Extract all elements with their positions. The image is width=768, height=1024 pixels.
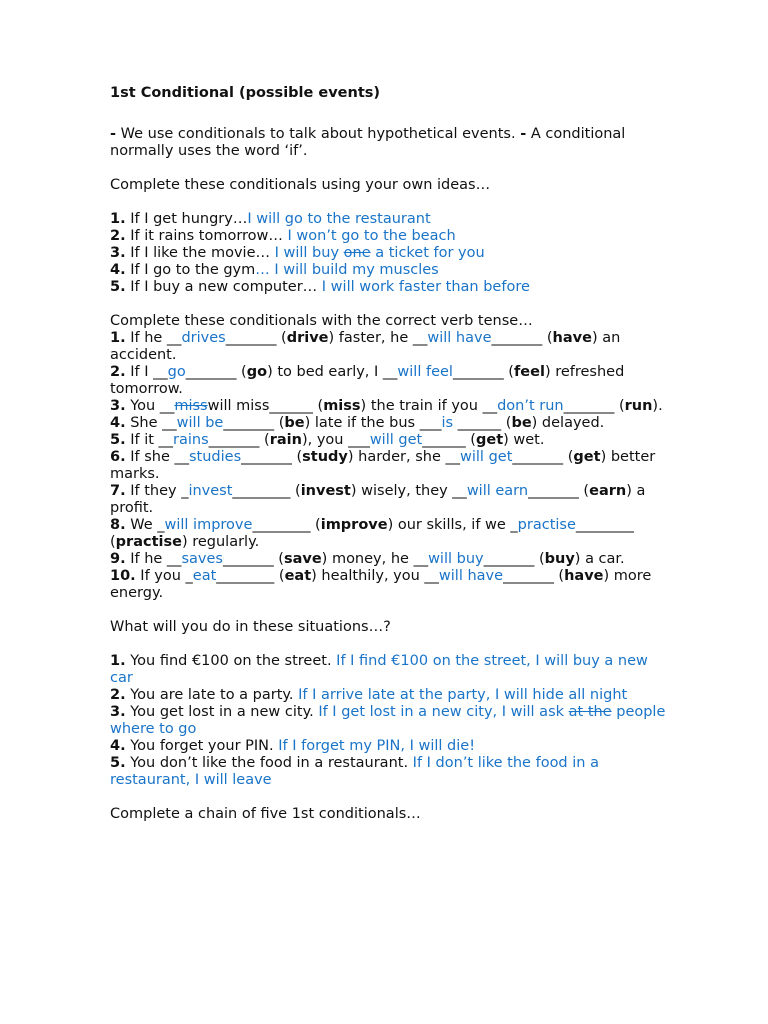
item-text: ) harder, she __ (347, 449, 461, 465)
verb-2: have (564, 568, 604, 584)
list-item (110, 704, 670, 738)
item-text: ) our skills, if we _ (387, 517, 518, 533)
section-4-heading: Complete a chain of five 1st conditionals… (110, 806, 421, 822)
item-answer: I won’t go to the beach (287, 228, 456, 244)
item-number: 9. (110, 551, 126, 567)
verb-1: improve (320, 517, 388, 533)
list-item (110, 262, 670, 279)
item-text: _______ ( (503, 568, 565, 584)
exercise-item (110, 330, 670, 364)
item-text: ) late if the bus ___ (304, 415, 442, 431)
intro-paragraph (110, 126, 670, 160)
item-text: _______ ( (491, 330, 553, 346)
item-number: 8. (110, 517, 126, 533)
item-text: She __ (125, 415, 177, 431)
item-number: 3. (110, 704, 126, 720)
answer-1: drives (181, 330, 226, 346)
answer-1: eat (192, 568, 217, 584)
item-text: ) to bed early, I __ (267, 364, 398, 380)
verb-1: drive (286, 330, 329, 346)
item-text: ) delayed. (531, 415, 605, 431)
item-answer-end: people where to go (110, 704, 666, 737)
item-answer: … I will build my muscles (255, 262, 439, 278)
item-text: ________ ( (252, 517, 321, 533)
verb-1: rain (269, 432, 302, 448)
document-content (110, 85, 670, 823)
item-text: _______ ( (222, 551, 284, 567)
answer-2: will get (460, 449, 513, 465)
bullet-dash: - (110, 126, 117, 142)
verb-2: run (624, 398, 653, 414)
list-item (110, 738, 670, 755)
item-answer: I will buy (274, 245, 344, 261)
answer-2: don’t run (497, 398, 564, 414)
exercise-item (110, 568, 670, 602)
list-item (110, 211, 670, 228)
exercise-item (110, 551, 670, 568)
answer-2: will buy (428, 551, 484, 567)
item-number: 4. (110, 262, 126, 278)
intro-text-2: A conditional normally uses the word ‘if’. (110, 126, 626, 159)
item-text: ). (652, 398, 663, 414)
item-text: _______ ( (483, 551, 545, 567)
bullet-dash: - (520, 126, 527, 142)
verb-1: be (284, 415, 305, 431)
answer-2: will have (438, 568, 504, 584)
answer-1: will miss (207, 398, 270, 414)
item-text: If he __ (125, 551, 182, 567)
item-prompt: If I get hungry… (125, 211, 248, 227)
item-text: We _ (125, 517, 165, 533)
item-number: 2. (110, 364, 126, 380)
item-text: If it __ (125, 432, 174, 448)
list-item (110, 245, 670, 262)
item-text: ) regularly. (181, 534, 260, 550)
item-text: ________ ( (232, 483, 301, 499)
item-answer: If I arrive late at the party, I will hide all night (298, 687, 628, 703)
intro-text-1: We use conditionals to talk about hypothetical events. (116, 126, 521, 142)
item-text: ) a profit. (110, 483, 646, 516)
item-number: 5. (110, 432, 126, 448)
verb-1: study (302, 449, 348, 465)
list-item (110, 228, 670, 245)
item-text: ) an accident. (110, 330, 621, 363)
item-prompt: You don’t like the food in a restaurant. (125, 755, 413, 771)
item-number: 3. (110, 398, 126, 414)
item-number: 6. (110, 449, 126, 465)
section-1-heading: Complete these conditionals using your own ideas… (110, 177, 491, 193)
item-prompt: You are late to a party. (125, 687, 299, 703)
verb-2: earn (589, 483, 627, 499)
section-1-list (110, 211, 670, 296)
item-text: _______ ( (225, 330, 287, 346)
item-text: ) wisely, they __ (350, 483, 467, 499)
verb-2: buy (544, 551, 575, 567)
item-text: You __ (125, 398, 175, 414)
item-number: 2. (110, 687, 126, 703)
exercise-item (110, 364, 670, 398)
exercise-item (110, 483, 670, 517)
item-prompt: If I go to the gym (125, 262, 256, 278)
item-text: ) better marks. (110, 449, 656, 482)
verb-2: get (475, 432, 504, 448)
answer-2: will get (369, 432, 423, 448)
item-answer-end: a ticket for you (370, 245, 485, 261)
item-text: ) more energy. (110, 568, 652, 601)
item-text: _______ ( (241, 449, 303, 465)
verb-2: have (552, 330, 592, 346)
item-answer: If I get lost in a new city, I will ask (318, 704, 569, 720)
item-number: 4. (110, 738, 126, 754)
item-text: ), you ___ (301, 432, 370, 448)
item-text: ) wet. (503, 432, 545, 448)
item-number: 7. (110, 483, 126, 499)
verb-2: get (573, 449, 601, 465)
item-answer: I will go to the restaurant (247, 211, 431, 227)
item-text: ______ ( (269, 398, 324, 414)
item-text: ) the train if you __ (360, 398, 498, 414)
item-number: 2. (110, 228, 126, 244)
item-number: 5. (110, 755, 126, 771)
answer-1: go (167, 364, 186, 380)
list-item (110, 755, 670, 789)
answer-1: invest (188, 483, 233, 499)
item-text: _______ ( (528, 483, 590, 499)
list-item (110, 279, 670, 296)
item-text: ) healthily, you __ (311, 568, 439, 584)
exercise-item (110, 398, 670, 415)
item-number: 1. (110, 653, 126, 669)
exercise-item (110, 415, 670, 432)
item-text: ______ ( (422, 432, 476, 448)
answer-1: will improve (164, 517, 253, 533)
verb-2: feel (513, 364, 545, 380)
item-answer: I will work faster than before (321, 279, 530, 295)
item-text: If she __ (125, 449, 189, 465)
item-text: _______ ( (223, 415, 285, 431)
answer-1: will be (176, 415, 224, 431)
answer-1: rains (173, 432, 209, 448)
list-item (110, 653, 670, 687)
item-text: _______ ( (563, 398, 625, 414)
item-text: _______ ( (185, 364, 247, 380)
item-prompt: You forget your PIN. (125, 738, 279, 754)
item-text: ) a car. (574, 551, 625, 567)
answer-1: studies (188, 449, 242, 465)
answer-2: practise (517, 517, 576, 533)
struck-word: at the (568, 704, 612, 720)
section-2-list (110, 330, 670, 602)
answer-2: will have (427, 330, 492, 346)
verb-2: practise (115, 534, 182, 550)
answer-2: is (441, 415, 454, 431)
item-prompt: If it rains tomorrow… (125, 228, 288, 244)
page-title: 1st Conditional (possible events) (110, 85, 381, 101)
item-prompt: You get lost in a new city. (125, 704, 319, 720)
item-text: ) faster, he __ (328, 330, 428, 346)
verb-1: miss (323, 398, 361, 414)
verb-1: eat (284, 568, 312, 584)
item-number: 3. (110, 245, 126, 261)
item-text: ______ ( (453, 415, 512, 431)
item-number: 5. (110, 279, 126, 295)
answer-2: will earn (466, 483, 529, 499)
item-text: If he __ (125, 330, 182, 346)
item-text: ) money, he __ (321, 551, 429, 567)
item-text: _______ ( (208, 432, 270, 448)
struck-word: one (343, 245, 371, 261)
verb-1: invest (300, 483, 351, 499)
struck-word: miss (174, 398, 208, 414)
item-text: ________ ( (110, 517, 634, 550)
item-prompt: You find €100 on the street. (125, 653, 337, 669)
exercise-item (110, 432, 670, 449)
item-prompt: If I buy a new computer… (125, 279, 322, 295)
item-text: If you _ (135, 568, 193, 584)
answer-2: will feel (397, 364, 453, 380)
exercise-item (110, 517, 670, 551)
answer-1: saves (181, 551, 223, 567)
exercise-item (110, 449, 670, 483)
list-item (110, 687, 670, 704)
item-text: If I __ (125, 364, 168, 380)
section-3-heading: What will you do in these situations…? (110, 619, 391, 635)
section-3-list (110, 653, 670, 789)
item-answer: If I don’t like the food in a restaurant, I will leave (110, 755, 599, 788)
item-number: 1. (110, 330, 126, 346)
item-number: 10. (110, 568, 136, 584)
item-answer: If I find €100 on the street, I will buy a new car (110, 653, 648, 686)
item-text: ) refreshed tomorrow. (110, 364, 625, 397)
item-text: _______ ( (512, 449, 574, 465)
item-number: 1. (110, 211, 126, 227)
verb-1: save (283, 551, 322, 567)
item-text: If they _ (125, 483, 189, 499)
item-text: _______ ( (452, 364, 514, 380)
item-number: 4. (110, 415, 126, 431)
verb-1: go (246, 364, 268, 380)
section-2-heading: Complete these conditionals with the correct verb tense… (110, 313, 533, 329)
item-answer: If I forget my PIN, I will die! (278, 738, 476, 754)
item-prompt: If I like the movie… (125, 245, 275, 261)
item-text: ________ ( (216, 568, 285, 584)
verb-2: be (511, 415, 532, 431)
